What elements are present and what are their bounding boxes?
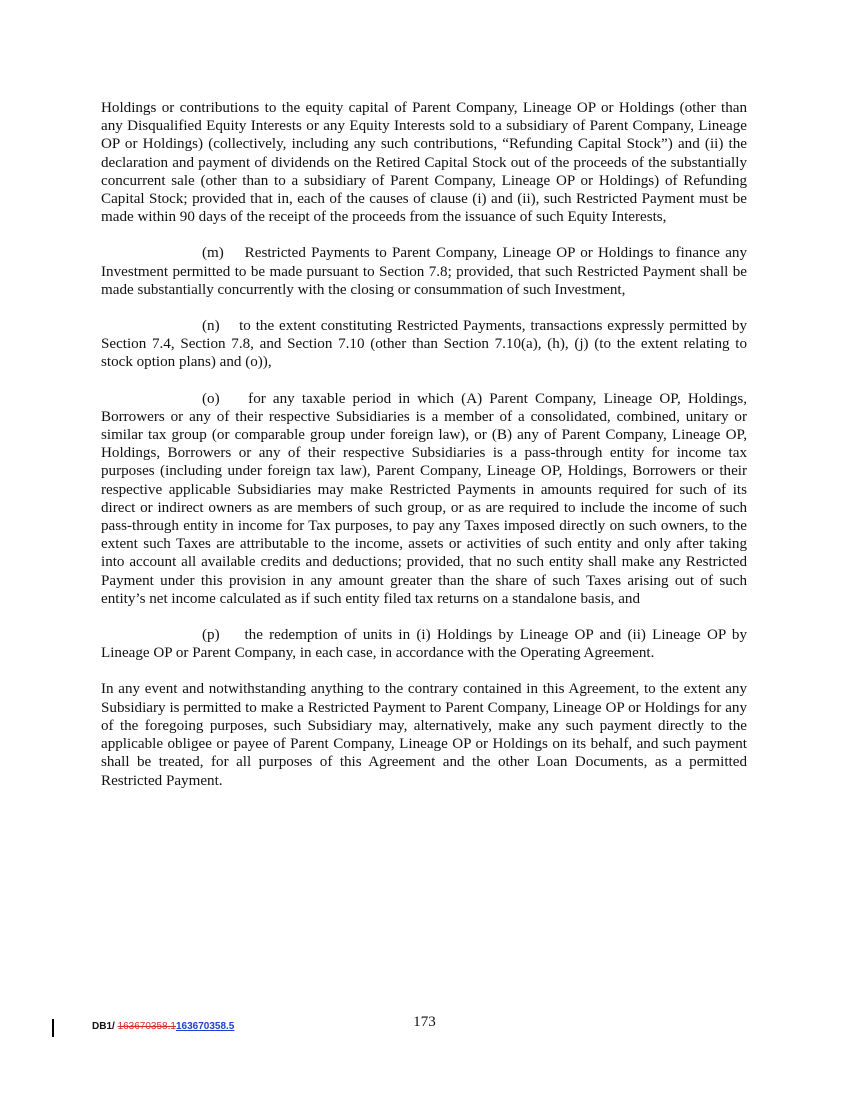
docid-prefix: DB1/ bbox=[92, 1021, 118, 1032]
docid-deleted: 163670358.1 bbox=[117, 1021, 176, 1032]
document-body bbox=[101, 99, 751, 790]
clause-o: (o) for any taxable period in which (A) Parent Company, Lineage OP, Holdings, Borrowers or any of their respective Subsidiaries is a member of a consolidated, combined, unitary or similar tax group (or comparable group under foreign law), or (B) any of Parent Company, Lineage OP, Holdings, Borrowers or any of their respective Subsidiaries is a pass-through entity for income tax purposes (including under foreign tax law), Parent Company, Lineage OP, Holdings, Borrowers or their respective applicable Subsidiaries may make Restricted Payments in amounts required for such of its direct or indirect owners as are members of such group, or as are required to include the income of such pass-through entity in income for Tax purposes, to pay any Taxes imposed directly on such owners, to the extent such Taxes are attributable to the income, assets or activities of such entity and only after taking into account all available credits and deductions; provided, that no such entity shall make any Restricted Payment under this provision in any amount greater than the share of such Taxes arising out of such entity’s net income calculated as if such entity filed tax returns on a standalone basis, and bbox=[101, 390, 751, 607]
clause-m: (m) Restricted Payments to Parent Company, Lineage OP or Holdings to finance any Investment permitted to be made pursuant to Section 7.8; provided, that such Restricted Payment shall be made substantially concurrently with the closing or consummation of such Investment, bbox=[101, 245, 751, 298]
closing-paragraph: In any event and notwithstanding anything to the contrary contained in this Agreement, to the extent any Subsidiary is permitted to make a Restricted Payment to Parent Company, Lineage OP or Holdings for any of the foregoing purposes, such Subsidiary may, alternatively, make any such payment directly to the applicable obligee or payee of Parent Company, Lineage OP or Holdings on its behalf, and such payment shall be treated, for all purposes of this Agreement and the other Loan Documents, as a permitted Restricted Payment. bbox=[101, 681, 747, 789]
clause-n: (n) to the extent constituting Restricted Payments, transactions expressly permitted by Section 7.4, Section 7.8, and Section 7.10 (other than Section 7.10(a), (h), (j) (to the extent relating to stock option plans) and (o)), bbox=[101, 318, 751, 371]
page-number: 173 bbox=[413, 1014, 436, 1030]
docid-inserted: 163670358.5 bbox=[175, 1021, 235, 1032]
paragraph-continuation: Holdings or contributions to the equity capital of Parent Company, Lineage OP or Holdings (other than any Disqualified Equity Interests or any Equity Interests sold to a subsidiary of Parent Company, Lineage OP or Holdings) (collectively, including any such contributions, “Refunding Capital Stock”) and (ii) the declaration and payment of dividends on the Retired Capital Stock out of the proceeds of the substantially concurrent sale (other than to a subsidiary of Parent Company, Lineage OP or Holdings) of Refunding Capital Stock; provided that in, each of the causes of clause (i) and (ii), such Restricted Payment must be made within 90 days of the receipt of the proceeds from the issuance of such Equity Interests, bbox=[101, 100, 747, 226]
clause-p: (p) the redemption of units in (i) Holdings by Lineage OP and (ii) Lineage OP by Lineage OP or Parent Company, in each case, in accordance with the Operating Agreement. bbox=[101, 627, 751, 662]
